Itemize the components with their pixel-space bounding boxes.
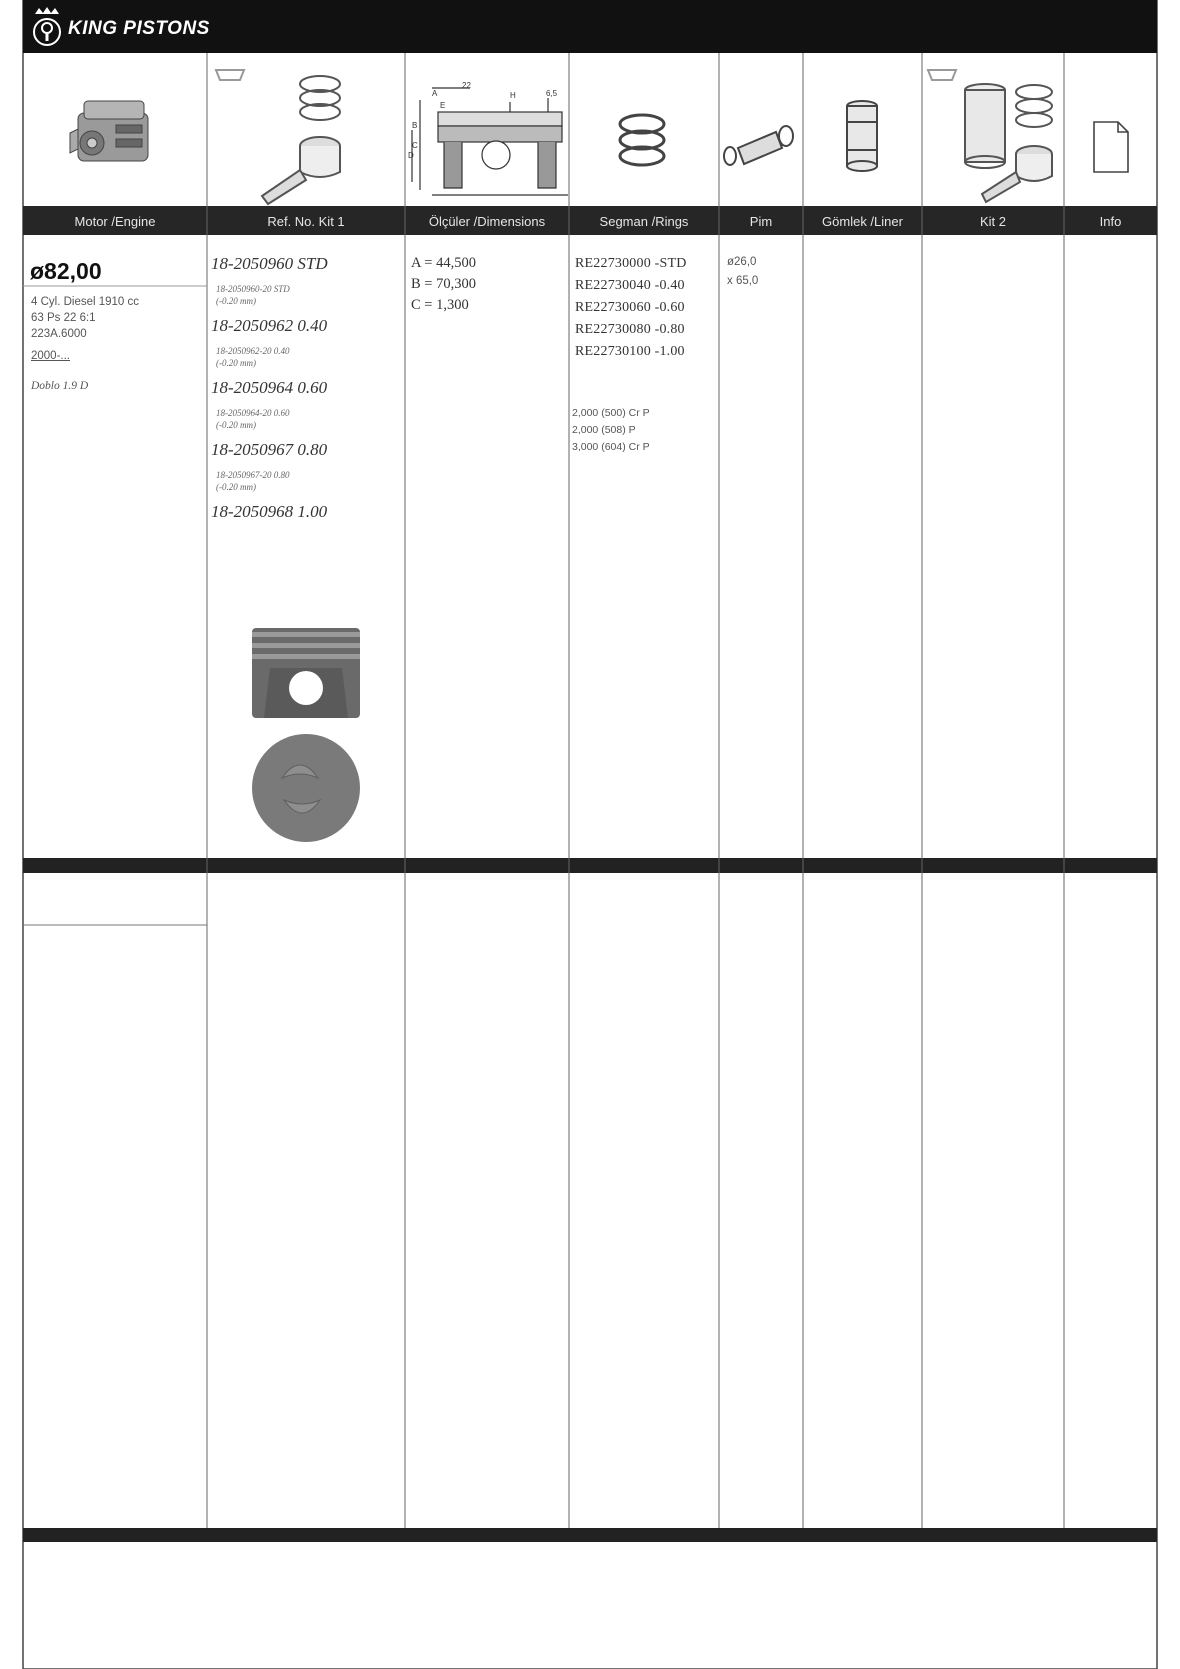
column-header-pin: Pim (749, 214, 773, 229)
ref-number[interactable]: 18-2050968 1.00 (211, 502, 328, 521)
column-header-dimensions: Ölçüler /Dimensions (428, 214, 546, 229)
ref-number[interactable]: 18-2050967 0.80 (211, 440, 328, 459)
ref-number[interactable]: 18-2050960 STD (211, 254, 328, 273)
column-header-ref: Ref. No. Kit 1 (267, 214, 345, 229)
ref-sub-number: 18-2050960-20 STD (216, 284, 290, 294)
diagram-label-v2: 6,5 (546, 89, 558, 98)
diagram-label-a: A (432, 89, 438, 98)
ring-ref[interactable]: RE22730000 -STD (575, 256, 687, 271)
column-header-info: Info (1099, 214, 1122, 229)
ref-sub-note: (-0.20 mm) (216, 420, 256, 430)
ring-spec: 2,000 (500) Cr P (572, 407, 650, 419)
engine-years: 2000-... (31, 350, 70, 362)
piston-pin-icon (724, 126, 793, 165)
document-icon[interactable] (1094, 122, 1128, 172)
vehicle-model: Doblo 1.9 D (31, 380, 89, 392)
brand-name: KING PISTONS (68, 18, 210, 39)
ref-sub-number: 18-2050964-20 0.60 (216, 408, 290, 418)
dimension-b: B = 70,300 (411, 276, 476, 292)
column-header-liner: Gömlek /Liner (822, 214, 903, 229)
dimension-a: A = 44,500 (411, 255, 476, 271)
column-header-kit2: Kit 2 (979, 214, 1006, 229)
bore-diameter: ø82,00 (30, 258, 102, 284)
diagram-label-v1: 22 (462, 81, 471, 90)
dimension-diagram-icon (412, 88, 568, 195)
ref-number[interactable]: 18-2050964 0.60 (211, 378, 328, 397)
ring-ref[interactable]: RE22730080 -0.80 (575, 322, 685, 337)
diagram-label-h: H (510, 91, 516, 100)
pin-length: x 65,0 (727, 275, 759, 287)
piston-photo-side (252, 628, 360, 718)
ref-sub-note: (-0.20 mm) (216, 482, 256, 492)
diagram-label-c: C (412, 141, 418, 150)
liner-icon (847, 101, 877, 171)
ref-sub-note: (-0.20 mm) (216, 358, 256, 368)
diagram-label-d: D (408, 151, 414, 160)
ref-number[interactable]: 18-2050962 0.40 (211, 316, 328, 335)
diagram-label-e: E (440, 101, 446, 110)
pin-diameter: ø26,0 (727, 256, 757, 268)
rings-icon (620, 115, 664, 165)
column-header-engine: Motor /Engine (74, 214, 156, 229)
ring-spec: 3,000 (604) Cr P (572, 441, 650, 453)
section-separator (23, 858, 1157, 873)
ring-ref[interactable]: RE22730100 -1.00 (575, 344, 685, 359)
dimension-c: C = 1,300 (411, 297, 469, 313)
ref-sub-number: 18-2050967-20 0.80 (216, 470, 290, 480)
ref-sub-number: 18-2050962-20 0.40 (216, 346, 290, 356)
ring-ref[interactable]: RE22730040 -0.40 (575, 278, 685, 293)
engine-spec-line: 4 Cyl. Diesel 1910 cc (31, 296, 140, 308)
ref-sub-note: (-0.20 mm) (216, 296, 256, 306)
engine-icon (70, 101, 148, 161)
ring-ref[interactable]: RE22730060 -0.60 (575, 300, 685, 315)
engine-spec-line: 63 Ps 22 6:1 (31, 312, 96, 324)
piston-kit-icon (216, 70, 340, 204)
engine-code: 223A.6000 (31, 328, 87, 340)
ring-spec: 2,000 (508) P (572, 424, 636, 436)
diagram-label-b: B (412, 121, 418, 130)
section-separator (23, 1528, 1157, 1542)
piston-photo-top (252, 734, 360, 842)
full-kit-icon (928, 70, 1052, 202)
column-header-rings: Segman /Rings (599, 214, 689, 229)
